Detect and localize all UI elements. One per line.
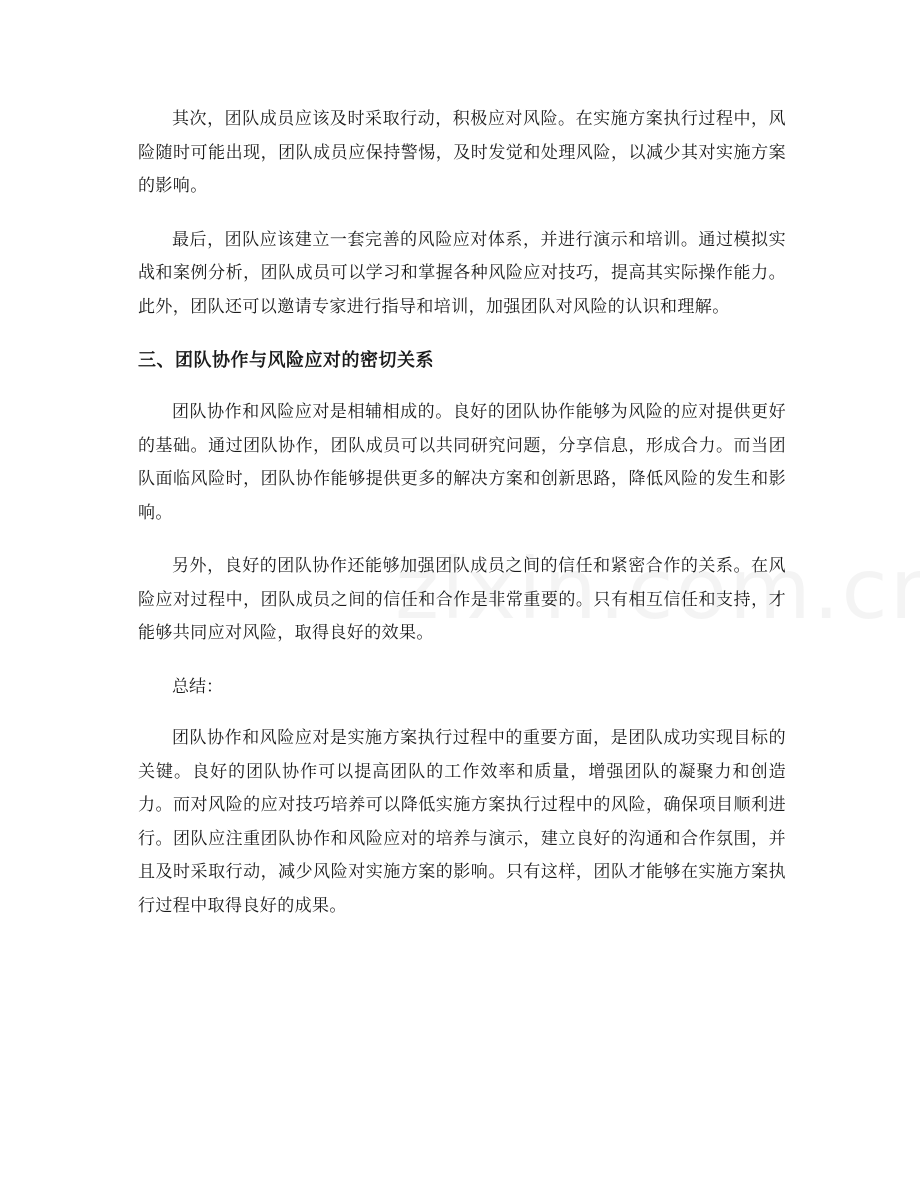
paragraph-next-action: 其次，团队成员应该及时采取行动，积极应对风险。在实施方案执行过程中，风险随时可能出现，团队成员应保持警惕，及时发觉和处理风险，以减少其对实施方案的影响。: [138, 109, 786, 196]
paragraph-summary: 团队协作和风险应对是实施方案执行过程中的重要方面，是团队成功实现目标的关键。良好的团队协作可以提高团队的工作效率和质量，增强团队的凝聚力和创造力。而对风险的应对技巧培养可以降低实施方案执行过程中的风险，确保项目顺利进行。团队应注重团队协作和风险应对的培养与演示，建立良好的沟通和合作氛围，并且及时采取行动，减少风险对实施方案的影响。只有这样，团队才能够在实施方案执行过程中取得良好的成果。: [138, 728, 786, 916]
summary-label: 总结：: [172, 676, 223, 697]
section-heading-3: 三、团队协作与风险应对的密切关系: [138, 350, 434, 371]
paragraph-collaboration-complement: 团队协作和风险应对是相辅相成的。良好的团队协作能够为风险的应对提供更好的基础。通过团队协作，团队成员可以共同研究问题，分享信息，形成合力。而当团队面临风险时，团队协作能够提供更多的解决方案和创新思路，降低风险的发生和影响。: [138, 402, 786, 523]
document-body: [138, 103, 786, 943]
paragraph-risk-system: 最后，团队应该建立一套完善的风险应对体系，并进行演示和培训。通过模拟实战和案例分析，团队成员可以学习和掌握各种风险应对技巧，提高其实际操作能力。此外，团队还可以邀请专家进行指导和培训，加强团队对风险的认识和理解。: [138, 229, 786, 317]
paragraph-trust: 另外，良好的团队协作还能够加强团队成员之间的信任和紧密合作的关系。在风险应对过程中，团队成员之间的信任和合作是非常重要的。只有相互信任和支持，才能够共同应对风险，取得良好的效果。: [138, 556, 786, 643]
